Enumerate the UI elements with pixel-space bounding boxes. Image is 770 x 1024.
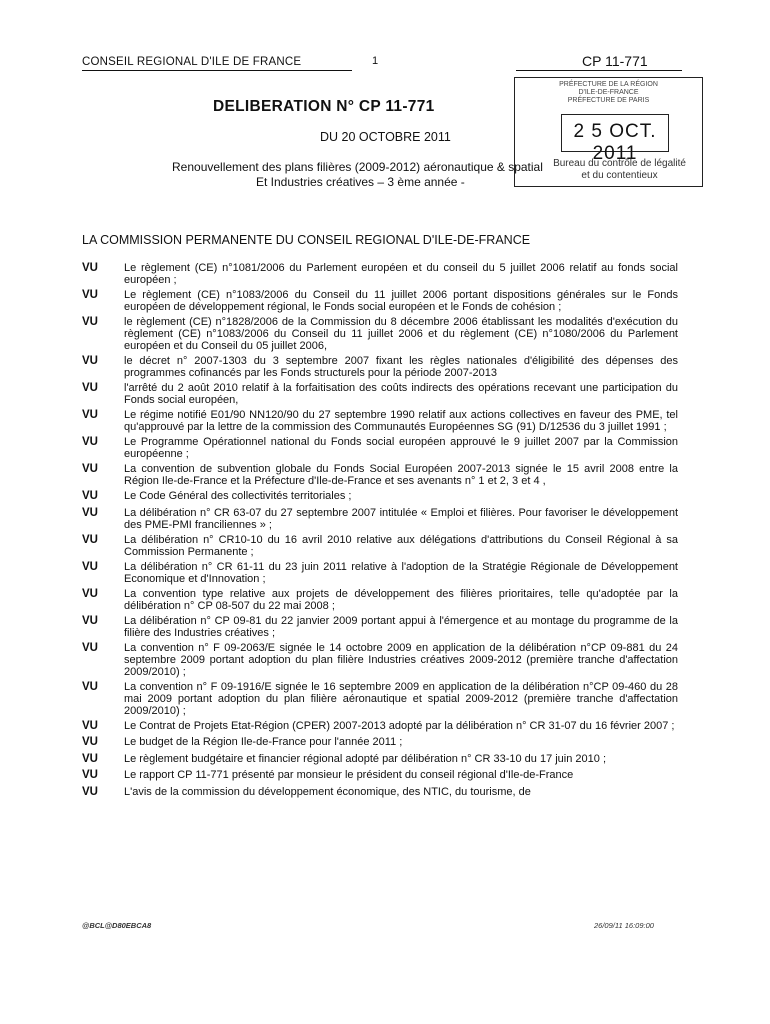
stamp-date-box <box>561 114 669 164</box>
vu-clause <box>82 353 678 379</box>
vu-clause <box>82 679 678 717</box>
stamp-office-2: et du contentieux <box>581 170 658 181</box>
vu-text: La délibération n° CR 63-07 du 27 septembre 2007 intitulée « Emploi et filières. Pour favoriser le développement des PME-PMI franciliennes » ; <box>124 506 678 531</box>
vu-clause <box>82 734 678 750</box>
vu-clause <box>82 434 678 460</box>
document-subject-line-1: Renouvellement des plans filières (2009-2012) aéronautique & spatial <box>172 160 543 174</box>
vu-label: VU <box>82 436 98 448</box>
vu-text: La délibération n° CR10-10 du 16 avril 2010 relative aux délégations d'attributions du Conseil Régional à sa Commission Permanente ; <box>124 533 678 558</box>
vu-text: La convention n° F 09-1916/E signée le 16 septembre 2009 en application de la délibération n°CP 09-460 du 28 mai 2009 portant adoption du plan filière aéronautique et spatial 2009-2012 (première tranche d'affectation 2009/2010) ; <box>124 680 678 717</box>
vu-text: La convention de subvention globale du Fonds Social Européen 2007-2013 signée le 15 avril 2008 entre la Région Ile-de-France et la Préfecture d'Ile-de-France et ses avenants n° 1 et 2, 3 et 4 , <box>124 463 678 487</box>
footer-code: @BCL@D80EBCA8 <box>82 921 152 930</box>
vu-label: VU <box>82 355 98 367</box>
vu-text: Le Programme Opérationnel national du Fonds social européen approuvé le 9 juillet 2007 par la Commission européenne ; <box>124 436 678 460</box>
stamp-date: 2 5 OCT. 2011 <box>573 121 657 164</box>
stamp-line-1: PRÉFECTURE DE LA RÉGION <box>559 81 658 88</box>
vu-clause <box>82 407 678 433</box>
vu-label: VU <box>82 587 98 600</box>
vu-label: VU <box>82 752 98 765</box>
vu-text: Le Contrat de Projets Etat-Région (CPER) 2007-2013 adopté par la délibération n° CR 31-07 du 16 février 2007 ; <box>124 719 675 732</box>
vu-label: VU <box>82 316 98 328</box>
vu-label: VU <box>82 463 98 475</box>
vu-clause <box>82 380 678 406</box>
stamp-line-2: D'ILE-DE-FRANCE <box>578 89 639 96</box>
vu-label: VU <box>82 736 98 748</box>
vu-text: Le règlement budgétaire et financier régional adopté par délibération n° CR 33-10 du 17 juin 2010 ; <box>124 752 607 765</box>
vu-label: VU <box>82 262 98 274</box>
header-rule <box>82 70 352 71</box>
vu-label: VU <box>82 785 98 798</box>
vu-text: Le budget de la Région Ile-de-France pour l'année 2011 ; <box>124 736 403 748</box>
vu-clause <box>82 784 678 800</box>
vu-label: VU <box>82 641 98 654</box>
vu-label: VU <box>82 533 98 546</box>
header-organization: CONSEIL REGIONAL D'ILE DE FRANCE <box>82 56 302 68</box>
document-title: DELIBERATION N° CP 11-771 <box>213 98 435 115</box>
stamp-office: Bureau du contrôle de légalité <box>553 158 686 169</box>
vu-clause <box>82 488 678 504</box>
document-date: DU 20 OCTOBRE 2011 <box>320 130 451 144</box>
vu-text: Le Code Général des collectivités territoriales ; <box>124 490 352 502</box>
vu-text: Le règlement (CE) n°1081/2006 du Parlement européen et du conseil du 5 juillet 2006 relatif au fonds social européen ; <box>124 262 678 286</box>
vu-clause <box>82 559 678 585</box>
vu-clause <box>82 613 678 639</box>
vu-text: La convention n° F 09-2063/E signée le 14 octobre 2009 en application de la délibération n°CP 09-881 du 24 septembre 2009 portant adoption du plan filière Industries créatives 2009-2012 (première tranche d'affectation 2009/2010) ; <box>124 641 678 678</box>
vu-clause <box>82 767 678 783</box>
vu-clause <box>82 718 678 734</box>
vu-clause <box>82 461 678 487</box>
vu-text: Le régime notifié E01/90 NN120/90 du 27 septembre 1990 relatif aux actions collectives en faveur des PME, tel qu'approuvé par la lettre de la commission des Communautés Européennes SG (91) D/12536 du 3 juillet 1991 ; <box>124 409 678 433</box>
vu-clause <box>82 640 678 678</box>
vu-clause <box>82 586 678 612</box>
vu-text: La convention type relative aux projets de développement des filières prioritaires, telle qu'adoptée par la délibération n° CP 08-507 du 22 mai 2008 ; <box>124 587 678 612</box>
commission-heading: LA COMMISSION PERMANENTE DU CONSEIL REGIONAL D'ILE-DE-FRANCE <box>82 233 531 247</box>
header-rule-right <box>516 70 682 71</box>
vu-text: L'avis de la commission du développement économique, des NTIC, du tourisme, de <box>124 785 531 798</box>
vu-clause <box>82 287 678 313</box>
vu-label: VU <box>82 490 98 502</box>
vu-text: l'arrêté du 2 août 2010 relatif à la forfaitisation des coûts indirects des opérations recevant une participation du Fonds social européen, <box>124 382 678 406</box>
vu-text: Le rapport CP 11-771 présenté par monsieur le président du conseil régional d'Ile-de-France <box>124 769 574 781</box>
vu-clause <box>82 505 678 531</box>
header-reference: CP 11-771 <box>582 53 648 69</box>
vu-label: VU <box>82 680 98 693</box>
stamp-line-3: PRÉFECTURE DE PARIS <box>567 97 650 104</box>
vu-clause <box>82 314 678 352</box>
vu-text: le décret n° 2007-1303 du 3 septembre 2007 fixant les règles nationales d'éligibilité des dépenses des programmes cofinancés par les Fonds structurels pour la période 2007-2013 <box>124 355 678 379</box>
vu-clause <box>82 532 678 558</box>
vu-label: VU <box>82 409 98 421</box>
vu-clause <box>82 260 678 286</box>
vu-label: VU <box>82 382 98 394</box>
vu-text: La délibération n° CR 61-11 du 23 juin 2011 relative à l'adoption de la Stratégie Régionale de Développement Economique et d'Innovation ; <box>124 560 678 585</box>
vu-list <box>82 260 678 800</box>
footer-timestamp: 26/09/11 16:09:00 <box>594 921 654 930</box>
vu-label: VU <box>82 719 98 732</box>
vu-text: La délibération n° CP 09-81 du 22 janvier 2009 portant appui à l'émergence et au montage du programme de la filière des Industries créatives ; <box>124 614 678 639</box>
vu-label: VU <box>82 560 98 573</box>
vu-text: Le règlement (CE) n°1083/2006 du Conseil du 11 juillet 2006 portant dispositions générales sur le Fonds européen de développement régional, le Fonds social européen et le Fonds de cohésion ; <box>124 289 678 313</box>
vu-clause <box>82 751 678 767</box>
page-number: 1 <box>372 55 379 67</box>
document-subject-line-2: Et Industries créatives – 3 ème année - <box>256 175 465 189</box>
vu-label: VU <box>82 289 98 301</box>
vu-label: VU <box>82 614 98 627</box>
vu-text: le règlement (CE) n°1828/2006 de la Commission du 8 décembre 2006 établissant les modalités d'exécution du règlement (CE) n°1083/2006 du Conseil du 11 juillet 2006 et du règlement (CE) n°1080/2006 du Parlement européen et du Conseil du 05 juillet 2006, <box>124 316 678 352</box>
vu-label: VU <box>82 506 98 519</box>
vu-label: VU <box>82 769 98 781</box>
